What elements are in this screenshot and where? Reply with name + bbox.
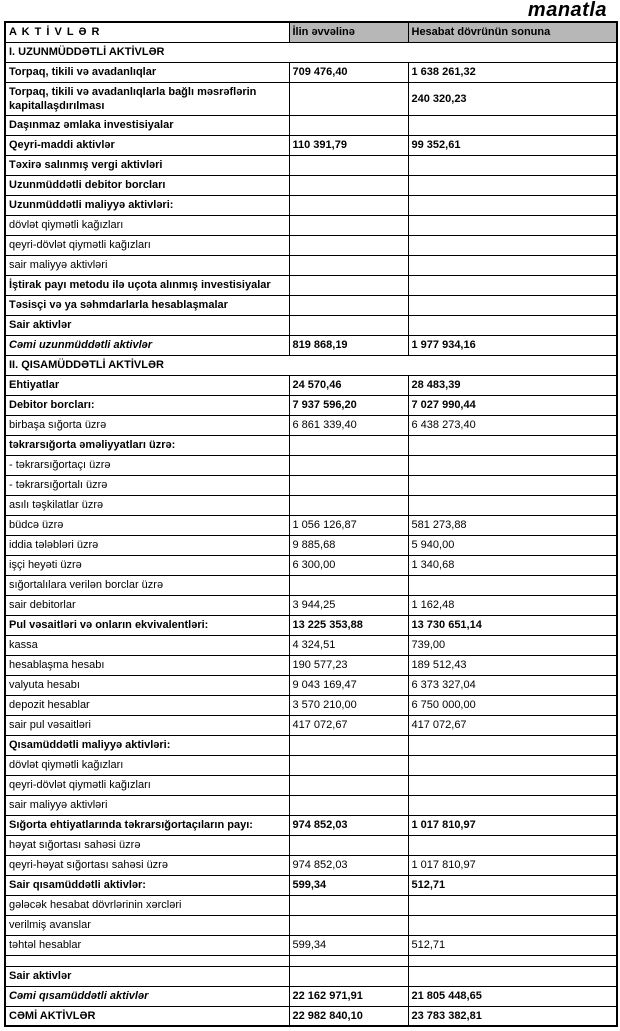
table-row xyxy=(5,555,617,575)
value-period-end xyxy=(408,255,617,275)
table-row xyxy=(5,615,617,635)
value-period-start xyxy=(289,82,408,115)
value-period-start: 599,34 xyxy=(289,875,408,895)
value-period-start xyxy=(289,795,408,815)
value-period-end: 7 027 990,44 xyxy=(408,395,617,415)
value-period-end: 189 512,43 xyxy=(408,655,617,675)
row-label: depozit hesablar xyxy=(5,695,289,715)
value-period-end xyxy=(408,966,617,986)
value-period-end: 1 162,48 xyxy=(408,595,617,615)
value-period-end: 99 352,61 xyxy=(408,135,617,155)
row-label: təhtəl hesablar xyxy=(5,935,289,955)
value-period-start xyxy=(289,275,408,295)
row-label: Sair qısamüddətli aktivlər: xyxy=(5,875,289,895)
table-row xyxy=(5,495,617,515)
value-period-end: 6 438 273,40 xyxy=(408,415,617,435)
row-label: dövlət qiymətli kağızları xyxy=(5,215,289,235)
row-label: Qısamüddətli maliyyə aktivləri: xyxy=(5,735,289,755)
value-period-end xyxy=(408,795,617,815)
column-header-period-end: Hesabat dövrünün sonuna xyxy=(408,22,617,42)
row-label: büdcə üzrə xyxy=(5,515,289,535)
table-row xyxy=(5,535,617,555)
table-row xyxy=(5,455,617,475)
table-row xyxy=(5,215,617,235)
value-period-end: 13 730 651,14 xyxy=(408,615,617,635)
value-period-end xyxy=(408,475,617,495)
value-period-end xyxy=(408,915,617,935)
table-row xyxy=(5,515,617,535)
value-period-start: 3 570 210,00 xyxy=(289,695,408,715)
value-period-start xyxy=(289,155,408,175)
table-row xyxy=(5,1006,617,1026)
row-label: qeyri-dövlət qiymətli kağızları xyxy=(5,775,289,795)
table-row xyxy=(5,966,617,986)
value-period-end: 1 977 934,16 xyxy=(408,335,617,355)
value-period-start xyxy=(289,955,408,966)
value-period-end: 240 320,23 xyxy=(408,82,617,115)
table-row xyxy=(5,895,617,915)
value-period-start: 24 570,46 xyxy=(289,375,408,395)
table-row xyxy=(5,635,617,655)
value-period-end xyxy=(408,835,617,855)
table-row xyxy=(5,335,617,355)
value-period-end xyxy=(408,195,617,215)
balance-sheet-table xyxy=(4,21,618,1027)
table-row xyxy=(5,675,617,695)
row-label: həyat sığortası sahəsi üzrə xyxy=(5,835,289,855)
value-period-end xyxy=(408,495,617,515)
row-label: Torpaq, tikili və avadanlıqlar xyxy=(5,62,289,82)
table-row xyxy=(5,695,617,715)
row-label: - təkrarsığortaçı üzrə xyxy=(5,455,289,475)
value-period-end: 512,71 xyxy=(408,875,617,895)
value-period-start: 190 577,23 xyxy=(289,655,408,675)
table-row xyxy=(5,715,617,735)
value-period-end xyxy=(408,955,617,966)
value-period-end: 512,71 xyxy=(408,935,617,955)
row-label: birbaşa sığorta üzrə xyxy=(5,415,289,435)
value-period-end: 6 373 327,04 xyxy=(408,675,617,695)
table-row xyxy=(5,62,617,82)
value-period-start: 3 944,25 xyxy=(289,595,408,615)
row-label: Uzunmüddətli debitor borcları xyxy=(5,175,289,195)
section-row xyxy=(5,355,617,375)
table-body xyxy=(5,42,617,1026)
table-row xyxy=(5,275,617,295)
table-row xyxy=(5,815,617,835)
row-label: işçi heyəti üzrə xyxy=(5,555,289,575)
row-label: Təsisçi və ya səhmdarlarla hesablaşmalar xyxy=(5,295,289,315)
table-row xyxy=(5,195,617,215)
value-period-start xyxy=(289,235,408,255)
value-period-start: 6 861 339,40 xyxy=(289,415,408,435)
value-period-end xyxy=(408,295,617,315)
row-label: sair pul vəsaitləri xyxy=(5,715,289,735)
value-period-start xyxy=(289,215,408,235)
section-row xyxy=(5,42,617,62)
table-row xyxy=(5,155,617,175)
value-period-start xyxy=(289,455,408,475)
value-period-start: 819 868,19 xyxy=(289,335,408,355)
section-label: I. UZUNMÜDDƏTLİ AKTİVLƏR xyxy=(5,42,617,62)
table-row xyxy=(5,435,617,455)
value-period-end: 21 805 448,65 xyxy=(408,986,617,1006)
value-period-start: 110 391,79 xyxy=(289,135,408,155)
row-label: Ehtiyatlar xyxy=(5,375,289,395)
value-period-start xyxy=(289,966,408,986)
value-period-start xyxy=(289,315,408,335)
column-header-assets: A K T İ V L Ə R xyxy=(5,22,289,42)
currency-note: manatla xyxy=(527,0,607,21)
row-label: Debitor borcları: xyxy=(5,395,289,415)
table-row xyxy=(5,115,617,135)
value-period-start: 417 072,67 xyxy=(289,715,408,735)
row-label: Daşınmaz əmlaka investisiyalar xyxy=(5,115,289,135)
row-label: Sair aktivlər xyxy=(5,315,289,335)
table-row xyxy=(5,295,617,315)
value-period-start xyxy=(289,835,408,855)
row-label: sair debitorlar xyxy=(5,595,289,615)
table-row xyxy=(5,875,617,895)
value-period-start: 974 852,03 xyxy=(289,855,408,875)
row-label: Təxirə salınmış vergi aktivləri xyxy=(5,155,289,175)
value-period-start xyxy=(289,195,408,215)
row-label: gələcək hesabat dövrlərinin xərcləri xyxy=(5,895,289,915)
table-row xyxy=(5,655,617,675)
row-label: asılı təşkilatlar üzrə xyxy=(5,495,289,515)
table-row xyxy=(5,415,617,435)
value-period-start: 709 476,40 xyxy=(289,62,408,82)
table-row xyxy=(5,575,617,595)
row-label xyxy=(5,955,289,966)
value-period-start: 599,34 xyxy=(289,935,408,955)
row-label: CƏMİ AKTİVLƏR xyxy=(5,1006,289,1026)
value-period-start: 9 885,68 xyxy=(289,535,408,555)
row-label: iddia tələbləri üzrə xyxy=(5,535,289,555)
row-label: Cəmi qısamüddətli aktivlər xyxy=(5,986,289,1006)
table-row xyxy=(5,795,617,815)
value-period-end: 1 017 810,97 xyxy=(408,815,617,835)
table-row xyxy=(5,255,617,275)
value-period-end xyxy=(408,775,617,795)
header-row xyxy=(5,22,617,42)
value-period-start xyxy=(289,775,408,795)
table-row xyxy=(5,915,617,935)
row-label: Torpaq, tikili və avadanlıqlarla bağlı məsrəflərin kapitallaşdırılması xyxy=(5,82,289,115)
value-period-start xyxy=(289,735,408,755)
table-row xyxy=(5,735,617,755)
value-period-end: 417 072,67 xyxy=(408,715,617,735)
value-period-end: 581 273,88 xyxy=(408,515,617,535)
value-period-start xyxy=(289,435,408,455)
value-period-start: 1 056 126,87 xyxy=(289,515,408,535)
row-label: sair maliyyə aktivləri xyxy=(5,255,289,275)
column-header-period-start: İlin əvvəlinə xyxy=(289,22,408,42)
row-label: Sair aktivlər xyxy=(5,966,289,986)
value-period-start xyxy=(289,255,408,275)
value-period-start xyxy=(289,115,408,135)
row-label: qeyri-dövlət qiymətli kağızları xyxy=(5,235,289,255)
value-period-end: 28 483,39 xyxy=(408,375,617,395)
table-row xyxy=(5,855,617,875)
value-period-end xyxy=(408,435,617,455)
table-row xyxy=(5,235,617,255)
value-period-start: 6 300,00 xyxy=(289,555,408,575)
value-period-start: 7 937 596,20 xyxy=(289,395,408,415)
value-period-end: 1 017 810,97 xyxy=(408,855,617,875)
value-period-end: 23 783 382,81 xyxy=(408,1006,617,1026)
table-row xyxy=(5,175,617,195)
value-period-end xyxy=(408,895,617,915)
row-label: Pul vəsaitləri və onların ekvivalentləri: xyxy=(5,615,289,635)
row-label: İştirak payı metodu ilə uçota alınmış investisiyalar xyxy=(5,275,289,295)
value-period-end xyxy=(408,235,617,255)
value-period-end: 1 638 261,32 xyxy=(408,62,617,82)
value-period-start: 22 982 840,10 xyxy=(289,1006,408,1026)
row-label: - təkrarsığortalı üzrə xyxy=(5,475,289,495)
value-period-start: 974 852,03 xyxy=(289,815,408,835)
value-period-end: 739,00 xyxy=(408,635,617,655)
table-row xyxy=(5,835,617,855)
row-label: kassa xyxy=(5,635,289,655)
value-period-end xyxy=(408,115,617,135)
value-period-end: 1 340,68 xyxy=(408,555,617,575)
spacer-row xyxy=(5,955,617,966)
table-row xyxy=(5,935,617,955)
value-period-end: 6 750 000,00 xyxy=(408,695,617,715)
value-period-end xyxy=(408,575,617,595)
value-period-end xyxy=(408,155,617,175)
table-row xyxy=(5,82,617,115)
value-period-start xyxy=(289,475,408,495)
row-label: dövlət qiymətli kağızları xyxy=(5,755,289,775)
value-period-start xyxy=(289,295,408,315)
value-period-start xyxy=(289,755,408,775)
row-label: sair maliyyə aktivləri xyxy=(5,795,289,815)
value-period-start: 4 324,51 xyxy=(289,635,408,655)
row-label: hesablaşma hesabı xyxy=(5,655,289,675)
row-label: Qeyri-maddi aktivlər xyxy=(5,135,289,155)
table-row xyxy=(5,315,617,335)
value-period-start xyxy=(289,175,408,195)
value-period-end xyxy=(408,215,617,235)
table-row xyxy=(5,775,617,795)
section-label: II. QISAMÜDDƏTLİ AKTİVLƏR xyxy=(5,355,617,375)
table-row xyxy=(5,755,617,775)
value-period-start xyxy=(289,495,408,515)
row-label: Sığorta ehtiyatlarında təkrarsığortaçıların payı: xyxy=(5,815,289,835)
table-row xyxy=(5,475,617,495)
value-period-start: 9 043 169,47 xyxy=(289,675,408,695)
value-period-end xyxy=(408,735,617,755)
value-period-start xyxy=(289,575,408,595)
row-label: valyuta hesabı xyxy=(5,675,289,695)
value-period-start xyxy=(289,895,408,915)
row-label: təkrarsığorta əməliyyatları üzrə: xyxy=(5,435,289,455)
value-period-end: 5 940,00 xyxy=(408,535,617,555)
table-row xyxy=(5,375,617,395)
row-label: Uzunmüddətli maliyyə aktivləri: xyxy=(5,195,289,215)
row-label: qeyri-həyat sığortası sahəsi üzrə xyxy=(5,855,289,875)
value-period-end xyxy=(408,455,617,475)
value-period-start xyxy=(289,915,408,935)
row-label: Cəmi uzunmüddətli aktivlər xyxy=(5,335,289,355)
value-period-end xyxy=(408,755,617,775)
row-label: sığortalılara verilən borclar üzrə xyxy=(5,575,289,595)
table-row xyxy=(5,395,617,415)
value-period-start: 13 225 353,88 xyxy=(289,615,408,635)
table-row xyxy=(5,135,617,155)
table-row xyxy=(5,986,617,1006)
table-row xyxy=(5,595,617,615)
value-period-end xyxy=(408,275,617,295)
value-period-start: 22 162 971,91 xyxy=(289,986,408,1006)
value-period-end xyxy=(408,315,617,335)
value-period-end xyxy=(408,175,617,195)
row-label: verilmiş avanslar xyxy=(5,915,289,935)
